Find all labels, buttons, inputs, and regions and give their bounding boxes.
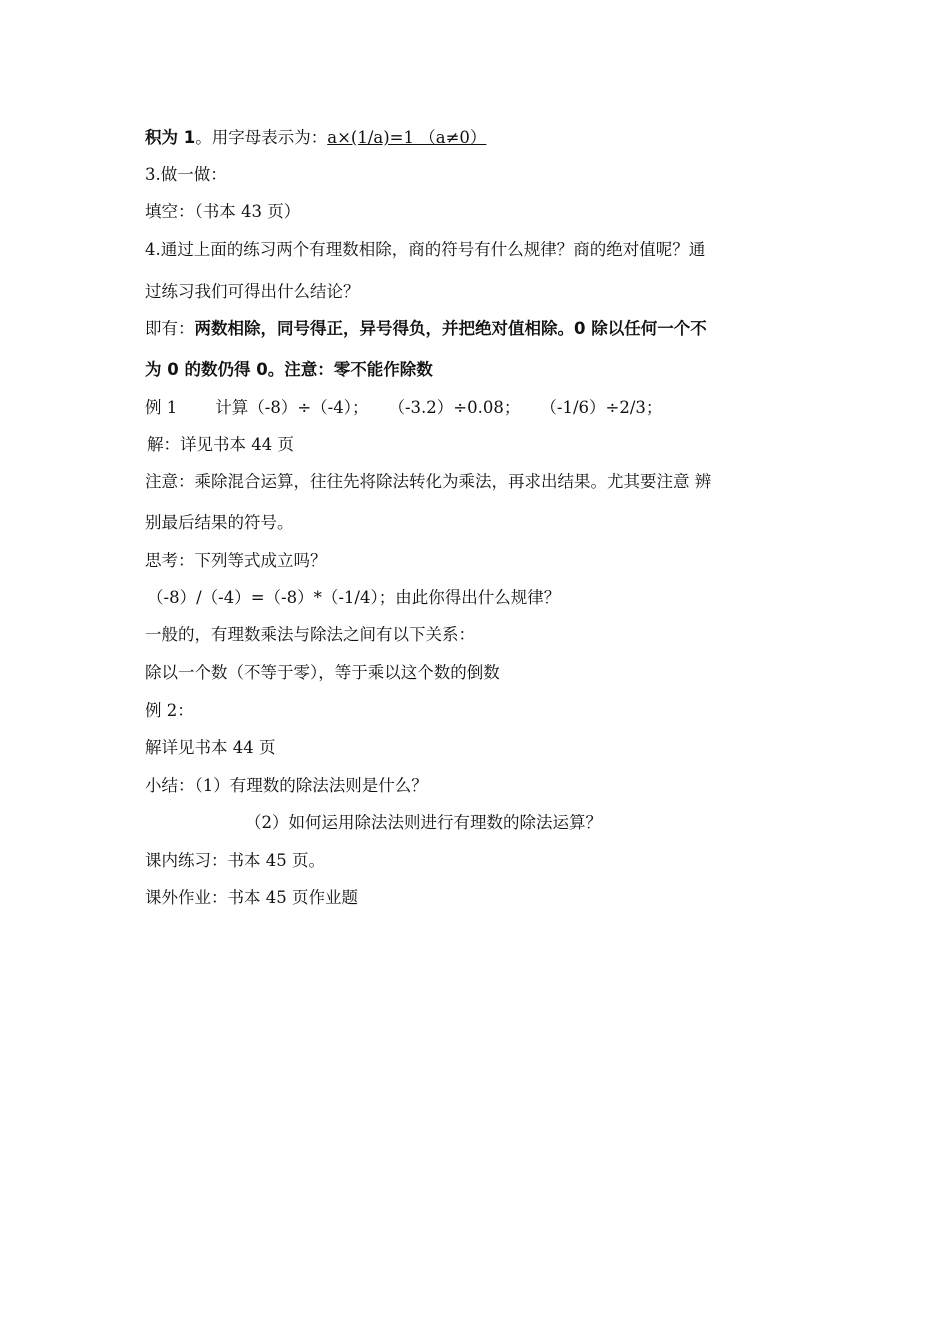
example-1-part-b: （-3.2）÷0.08； [388,398,521,417]
example-label: 例 1 [145,398,178,417]
line-class-exercise: 课内练习：书本 45 页。 [145,851,325,870]
line-reciprocal-rule: 除以一个数（不等于零），等于乘以这个数的倒数 [145,663,500,682]
line-think: 思考：下列等式成立吗？ [145,551,327,570]
line-fill-blank: 填空：（书本 43 页） [145,202,301,221]
text: 。用字母表示为： [195,128,328,147]
text: 即有： [145,319,195,338]
line-note: 注意：乘除混合运算，往往先将除法转化为乘法，再求出结果。尤其要注意 辨 [145,472,712,491]
line-note-cont: 别最后结果的符号。 [145,513,294,532]
line-question-4: 4.通过上面的练习两个有理数相除，商的符号有什么规律？商的绝对值呢？通 [145,240,706,259]
line-example-2: 例 2： [145,701,194,720]
line-homework: 课外作业：书本 45 页作业题 [145,888,358,907]
line-division-rule-cont: 为 0 的数仍得 0。注意：零不能作除数 [145,360,433,379]
line-do-it: 3.做一做： [145,165,227,184]
line-question-4-cont: 过练习我们可得出什么结论？ [145,282,360,301]
line-solution-1: 解：详见书本 44 页 [147,435,294,454]
line-relation: 一般的，有理数乘法与除法之间有以下关系： [145,625,475,644]
example-1-part-c: （-1/6）÷2/3； [540,398,663,417]
line-division-rule [145,317,707,341]
line-example-1 [145,396,662,420]
line-summary-2: （2）如何运用除法法则进行有理数的除法运算？ [245,813,602,832]
line-summary-1: 小结：（1）有理数的除法法则是什么？ [145,776,428,795]
line-solution-2: 解详见书本 44 页 [145,738,276,757]
bold-text: 积为 1 [145,128,196,147]
line-equation: （-8）/（-4）=（-8）*（-1/4）；由此你得出什么规律？ [147,588,561,607]
bold-rule-text: 两数相除，同号得正，异号得负，并把绝对值相除。0 除以任何一个不 [194,319,707,338]
example-1-part-a: 计算（-8）÷（-4）； [215,398,369,417]
formula-underlined: a×(1/a)=1 （a≠0） [327,128,487,147]
line-reciprocal-product [145,126,486,150]
